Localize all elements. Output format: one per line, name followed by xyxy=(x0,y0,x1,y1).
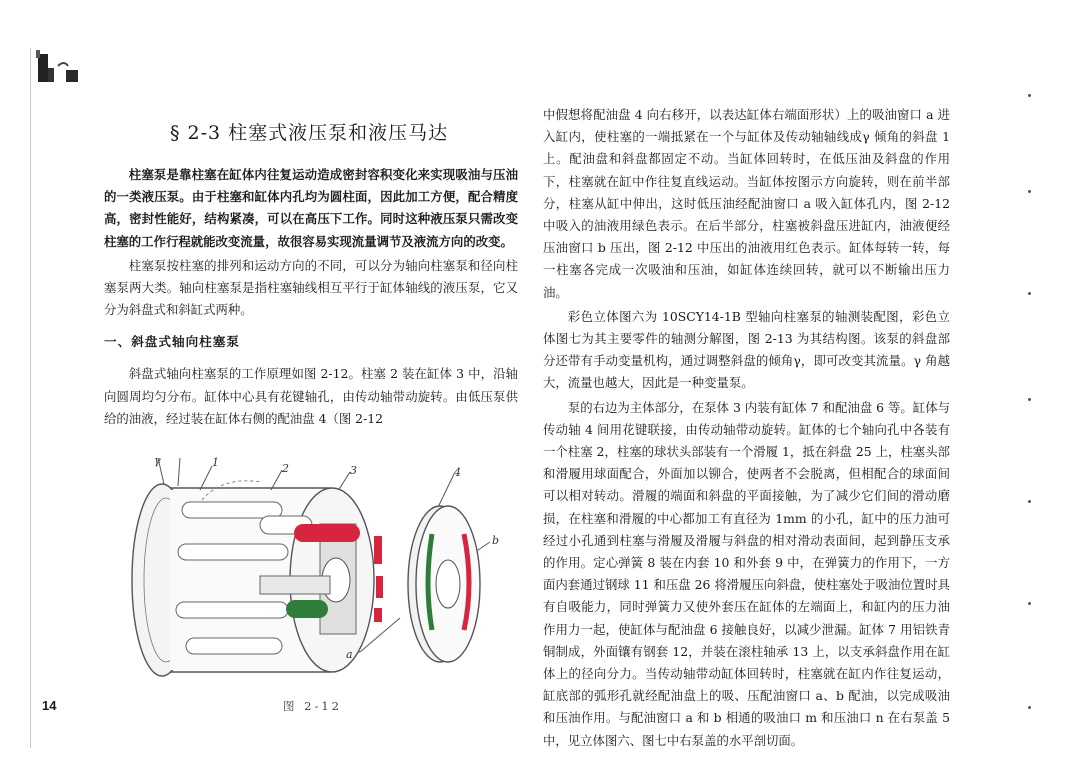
pressure-oil-chamber xyxy=(294,524,360,542)
label-gamma: γ xyxy=(154,454,161,467)
paragraph-working-cycle: 中假想将配油盘 4 向右移开，以表达缸体右端面形状）上的吸油窗口 a 进入缸内，使柱塞的一端抵紧在一个与缸体及传动轴轴线成γ 倾角的斜盘 1 上。配油盘和斜盘都固定不动。当缸体回转时，在低压油及斜盘的作用下，柱塞就在缸中作往复直线运动。当缸体按图示方向旋转，则在前半部分，柱塞从缸中伸出，这时低压油经配油窗口 a 吸入缸体孔内，图 2-12 中吸入的油液用绿色表示。在后半部分，柱塞被斜盘压进缸内，油液便经压油窗口 b 压出，图 2-12 中压出的油液用红色表示。缸体每转一转，每一柱塞各完成一次吸油和压油，如缸体连续回转，就可以不断输出压力油。 xyxy=(543,107,950,300)
page-number: 14 xyxy=(42,698,57,713)
paragraph-structure: 泵的右边为主体部分，在泵体 3 内装有缸体 7 和配油盘 6 等。缸体与传动轴 4 间用花键联接，由传动轴带动旋转。缸体的七个轴向孔中各装有一个柱塞 2，柱塞的球状头部装有一个滑履 1，抵在斜盘 25 上，柱塞头部和滑履用球面配合，外面加以铆合，使两者不会脱离，但相配合的球面间可以相对转动。滑履的端面和斜盘的平面接触，为了减少它们间的滑动磨损，在柱塞和滑履的中心都加工有直径为 1mm 的小孔，缸中的压力油可经过小孔通到柱塞与滑履及滑履与斜盘的相对滑动表面间，起到静压支承的作用。定心弹簧 8 装在内套 10 和外套 9 中，在弹簧力的作用下，一方面内套通过钢球 11 和压盘 26 将滑履压向斜盘，使柱塞处于吸油位置时具有自吸能力，同时弹簧力又使外套压在缸体的左端面上，和缸内的压力油作用力一起，使缸体与配油盘 6 接触良好，以减少泄漏。缸体 7 用铝铁青铜制成，外面镶有钢套 12，并装在滚柱轴承 13 上，以支承斜盘作用在缸体上的径向分力。当传动轴带动缸体回转时，柱塞就在缸内作往复运动，缸底部的弧形孔就经配油盘上的吸、压配油窗口 a、b 配油，以完成吸油和压油作用。与配油窗口 a 和 b 相通的吸油口 m 和压油口 n 在右泵盖 5 中，见立体图六、图七中右泵盖的水平剖切面。 xyxy=(543,399,950,748)
right-column xyxy=(543,104,950,754)
subheading-swashplate: 一、斜盘式轴向柱塞泵 xyxy=(104,334,240,350)
paragraph-model-figures: 彩色立体图六为 10SCY14-1B 型轴向柱塞泵的轴测装配图，彩色立体图七为其主要零件的轴测分解图，图 2-13 为其结构图。该泵的斜盘部分还带有手动变量机构，通过调整斜盘的倾角γ，即可改变其流量。γ 角越大，流量也越大，因此是一种变量泵。 xyxy=(543,308,950,391)
page-spine-line xyxy=(30,48,31,748)
scan-corner-mark-icon xyxy=(36,50,82,86)
label-part-4: 4 xyxy=(454,466,461,479)
figure-caption: 图 2-12 xyxy=(283,699,342,713)
label-port-a: a xyxy=(346,648,353,661)
label-part-1: 1 xyxy=(212,456,219,469)
paragraph-intro: 柱塞泵是靠柱塞在缸体内往复运动造成密封容积变化来实现吸油与压油的一类液压泵。由于柱塞和缸体内孔均为圆柱面，因此加工方便，配合精度高，密封性能好，结构紧凑，可以在高压下工作。同时这种液压泵只需改变柱塞的工作行程就能改变流量，故很容易实现流量调节及液流方向的改变。 xyxy=(104,167,518,249)
section-title: § 2-3 柱塞式液压泵和液压马达 xyxy=(170,122,449,144)
label-part-2: 2 xyxy=(282,462,289,475)
figure-axial-piston-pump xyxy=(110,452,530,684)
label-port-b: b xyxy=(492,534,500,547)
suction-oil-chamber xyxy=(286,600,328,618)
paragraph-principle: 斜盘式轴向柱塞泵的工作原理如图 2-12。柱塞 2 装在缸体 3 中，沿轴向圆周均匀分布。缸体中心具有花键轴孔，由传动轴带动旋转。由低压泵供给的油液，经过装在缸体右侧的配油盘 4（图 2-12 xyxy=(104,366,518,426)
label-part-3: 3 xyxy=(350,464,357,477)
left-column xyxy=(104,164,518,432)
valve-plate xyxy=(408,506,480,662)
scan-margin-dots xyxy=(1028,80,1032,720)
paragraph-classification: 柱塞泵按柱塞的排列和运动方向的不同，可以分为轴向柱塞泵和径向柱塞泵两大类。轴向柱塞泵是指柱塞轴线相互平行于缸体轴线的液压泵，它又分为斜盘式和斜缸式两种。 xyxy=(104,257,518,318)
